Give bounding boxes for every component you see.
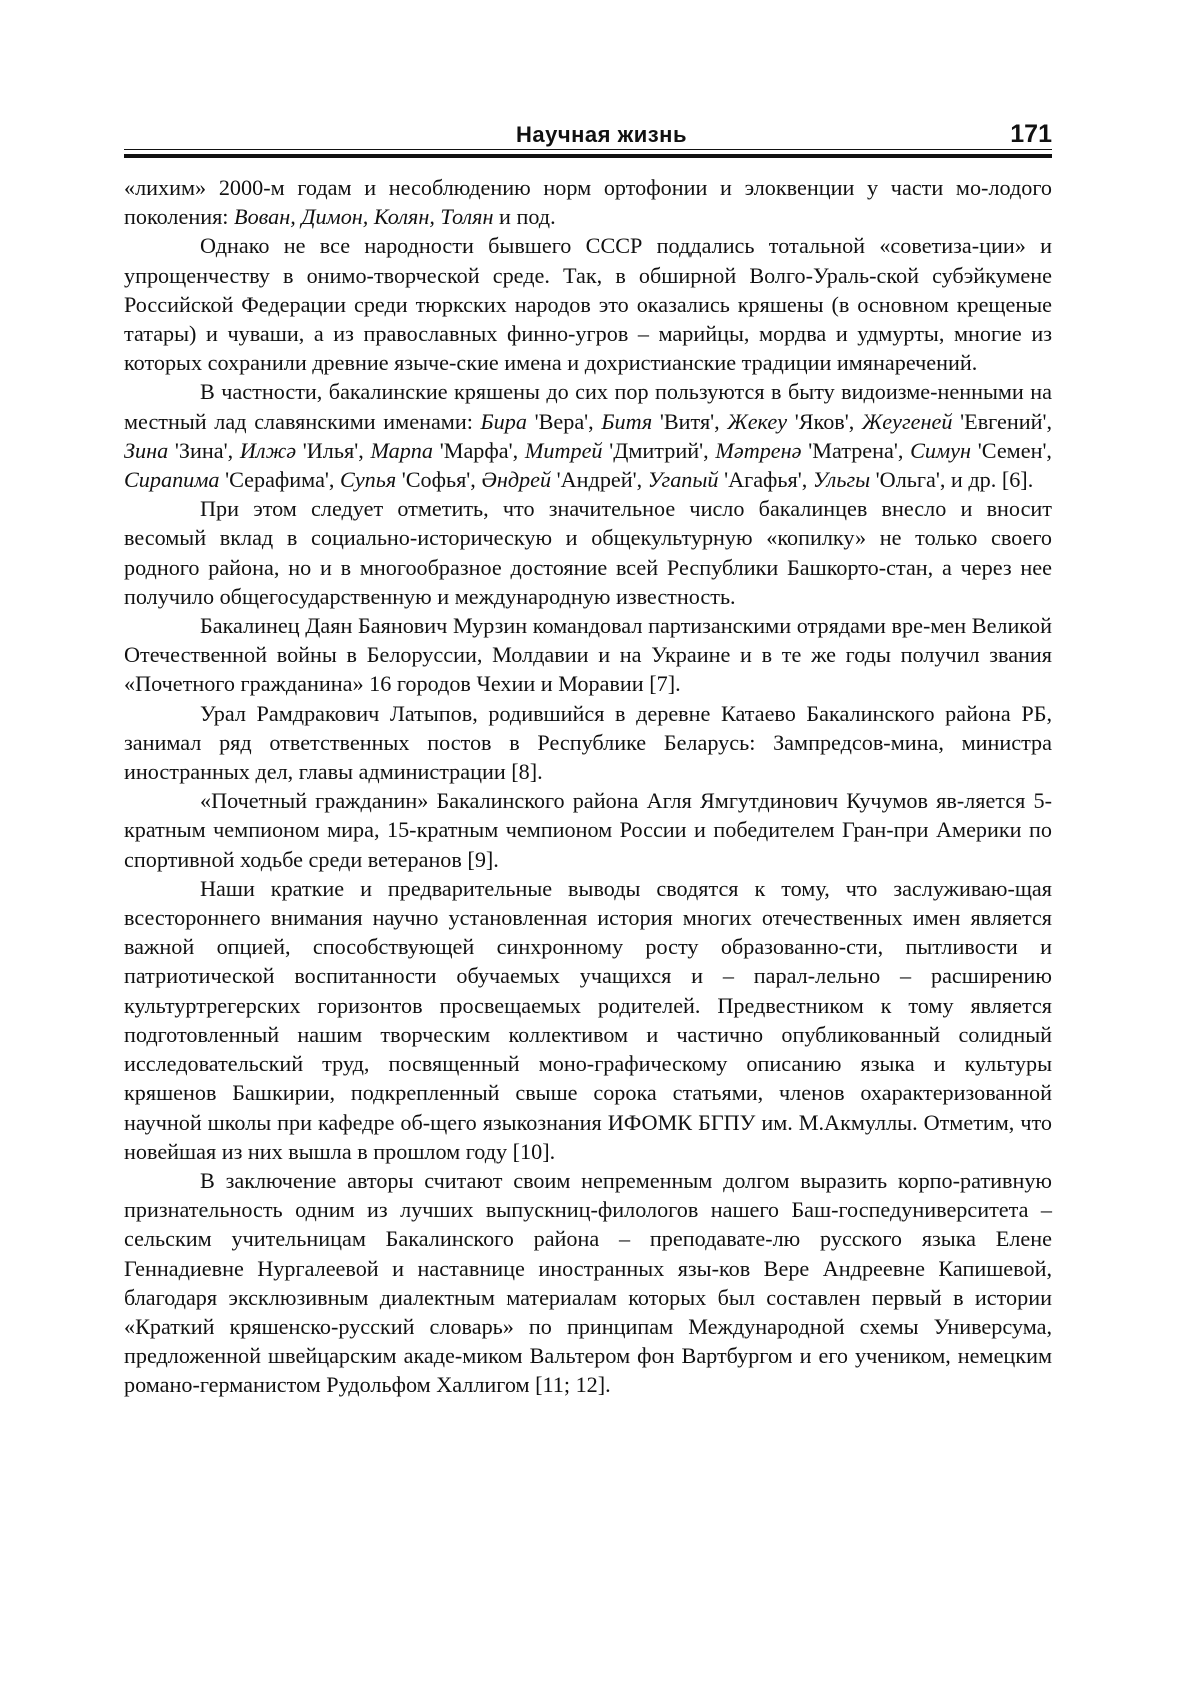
paragraph xyxy=(124,173,1052,231)
header-rule-thick xyxy=(124,154,1052,158)
italic-name: Симун xyxy=(910,437,972,463)
text-run: 'Матрена', xyxy=(801,437,911,463)
paragraph xyxy=(124,494,1052,611)
italic-name: Ульгы xyxy=(812,467,871,493)
italic-name: Зина xyxy=(124,437,169,463)
paragraph xyxy=(124,786,1052,874)
italic-name: Митрей xyxy=(524,437,603,463)
text-run: 'Софья', xyxy=(396,467,482,493)
text-run: «лихим» 2000-м годам и несоблюдению норм ортофонии и элоквенции у части мо-лодого поколения: xyxy=(124,175,1052,230)
text-run: В заключение авторы считают своим непременным долгом выразить корпо-ративную признательность одним из лучших выпускниц-филологов нашего Баш-госпедуниверситета – сельским учительницам Бакалинского района – преподавате-лю русского языка Елене Геннадиевне Нургалеевой и наставнице иностранных язы-ков Вере Андреевне Капишевой, благодаря эксклюзивным диалектным материалам которых был составлен первый в истории «Краткий кряшенско-русский словарь» по принципам Международной схемы Универсума, предложенной швейцарским акаде-миком Вальтером фон Вартбургом и его учеником, немецким романо-германистом Рудольфом Халлигом [11; 12]. xyxy=(124,1167,1052,1398)
page-number: 171 xyxy=(1010,120,1052,148)
text-run: 'Зина', xyxy=(168,437,240,463)
text-run: 'Ольга', и др. [6]. xyxy=(870,467,1034,493)
text-run: 'Андрей', xyxy=(551,467,648,493)
header-rule-thin xyxy=(124,149,1052,150)
text-run: 'Серафима', xyxy=(219,467,341,493)
paragraph xyxy=(124,611,1052,699)
article-body xyxy=(124,173,1052,1400)
text-run: Бакалинец Даян Баянович Мурзин командовал партизанскими отрядами вре-мен Великой Отечественной войны в Белоруссии, Молдавии и на Украине и в те же годы получил звания «Почетного гражданина» 16 городов Чехии и Моравии [7]. xyxy=(124,613,1052,697)
italic-name: Вован, Димон, Колян, Толян xyxy=(234,204,494,230)
text-run: «Почетный гражданин» Бакалинского района Агля Ямгутдинович Кучумов яв-ляется 5-кратным чемпионом мира, 15-кратным чемпионом России и победителем Гран-при Америки по спортивной ходьбе среди ветеранов [9]. xyxy=(124,788,1052,872)
text-run: 'Илья', xyxy=(296,437,371,463)
italic-name: Сирапима xyxy=(124,467,220,493)
text-run: 'Вера', xyxy=(526,408,602,434)
paragraph xyxy=(124,874,1052,1166)
paragraph xyxy=(124,377,1052,494)
page-header xyxy=(124,122,1052,162)
text-run: 'Евгений', xyxy=(952,408,1052,434)
italic-name: Жекеу xyxy=(727,408,788,434)
text-run: 'Марфа', xyxy=(433,437,525,463)
italic-name: Илжә xyxy=(239,437,297,463)
paragraph xyxy=(124,699,1052,787)
text-run: 'Семен', xyxy=(971,437,1052,463)
text-run: 'Яков', xyxy=(787,408,862,434)
text-run: 'Агафья', xyxy=(718,467,813,493)
text-run: Наши краткие и предварительные выводы сводятся к тому, что заслуживаю-щая всестороннего внимания научно установленная история многих отечественных имен является важной опцией, способствующей синхронному росту образованно-сти, пытливости и патриотической воспитанности обучаемых учащихся и – парал-лельно – расширению культуртрегерских горизонтов просвещаемых родителей. Предвестником к тому является подготовленный нашим творческим коллективом и частично опубликованный солидный исследовательский труд, посвященный моно-графическому описанию языка и культуры кряшенов Башкирии, подкрепленный свыше сорока статьями, членов охарактеризованной научной школы при кафедре об-щего языкознания ИФОМК БГПУ им. М.Акмуллы. Отметим, что новейшая из них вышла в прошлом году [10]. xyxy=(124,875,1052,1164)
italic-name: Жеугеней xyxy=(861,408,953,434)
text-run: и под. xyxy=(493,204,556,230)
text-run: Урал Рамдракович Латыпов, родившийся в деревне Катаево Бакалинского района РБ, занимал ряд ответственных постов в Республике Беларусь: Зампредсов-мина, министра иностранных дел, главы администрации [8]. xyxy=(124,700,1052,785)
text-run: При этом следует отметить, что значительное число бакалинцев внесло и вносит весомый вклад в социально-историческую и общекультурную «копилку» не только своего родного района, но и в многообразное достояние всей Республики Башкорто-стан, а через нее получило общегосударственную и международную известность. xyxy=(124,496,1052,609)
italic-name: Мәтренә xyxy=(715,437,802,463)
text-run: 'Дмитрий', xyxy=(602,437,716,463)
italic-name: Супья xyxy=(340,467,397,493)
running-header-title: Научная жизнь xyxy=(516,122,687,147)
text-run: 'Витя', xyxy=(652,408,728,434)
italic-name: Угапый xyxy=(647,467,719,493)
text-run: В частности, бакалинские кряшены до сих пор пользуются в быту видоизме-ненными на местный лад славянскими именами: xyxy=(124,379,1052,434)
paragraph xyxy=(124,1166,1052,1400)
italic-name: Әндрей xyxy=(481,467,552,493)
italic-name: Марпа xyxy=(370,437,433,463)
italic-name: Битя xyxy=(601,408,653,434)
italic-name: Бира xyxy=(480,408,527,434)
text-run: Однако не все народности бывшего СССР поддались тотальной «советиза-ции» и упрощенчеству в онимо-творческой среде. Так, в обширной Волго-Ураль-ской субэйкумене Российской Федерации среди тюркских народов это оказались кряшены (в основном крещеные татары) и чуваши, а из православных финно-угров – марийцы, мордва и удмурты, многие из которых сохранили древние языче-ские имена и дохристианские традиции имянаречений. xyxy=(124,233,1052,376)
paragraph xyxy=(124,231,1052,377)
